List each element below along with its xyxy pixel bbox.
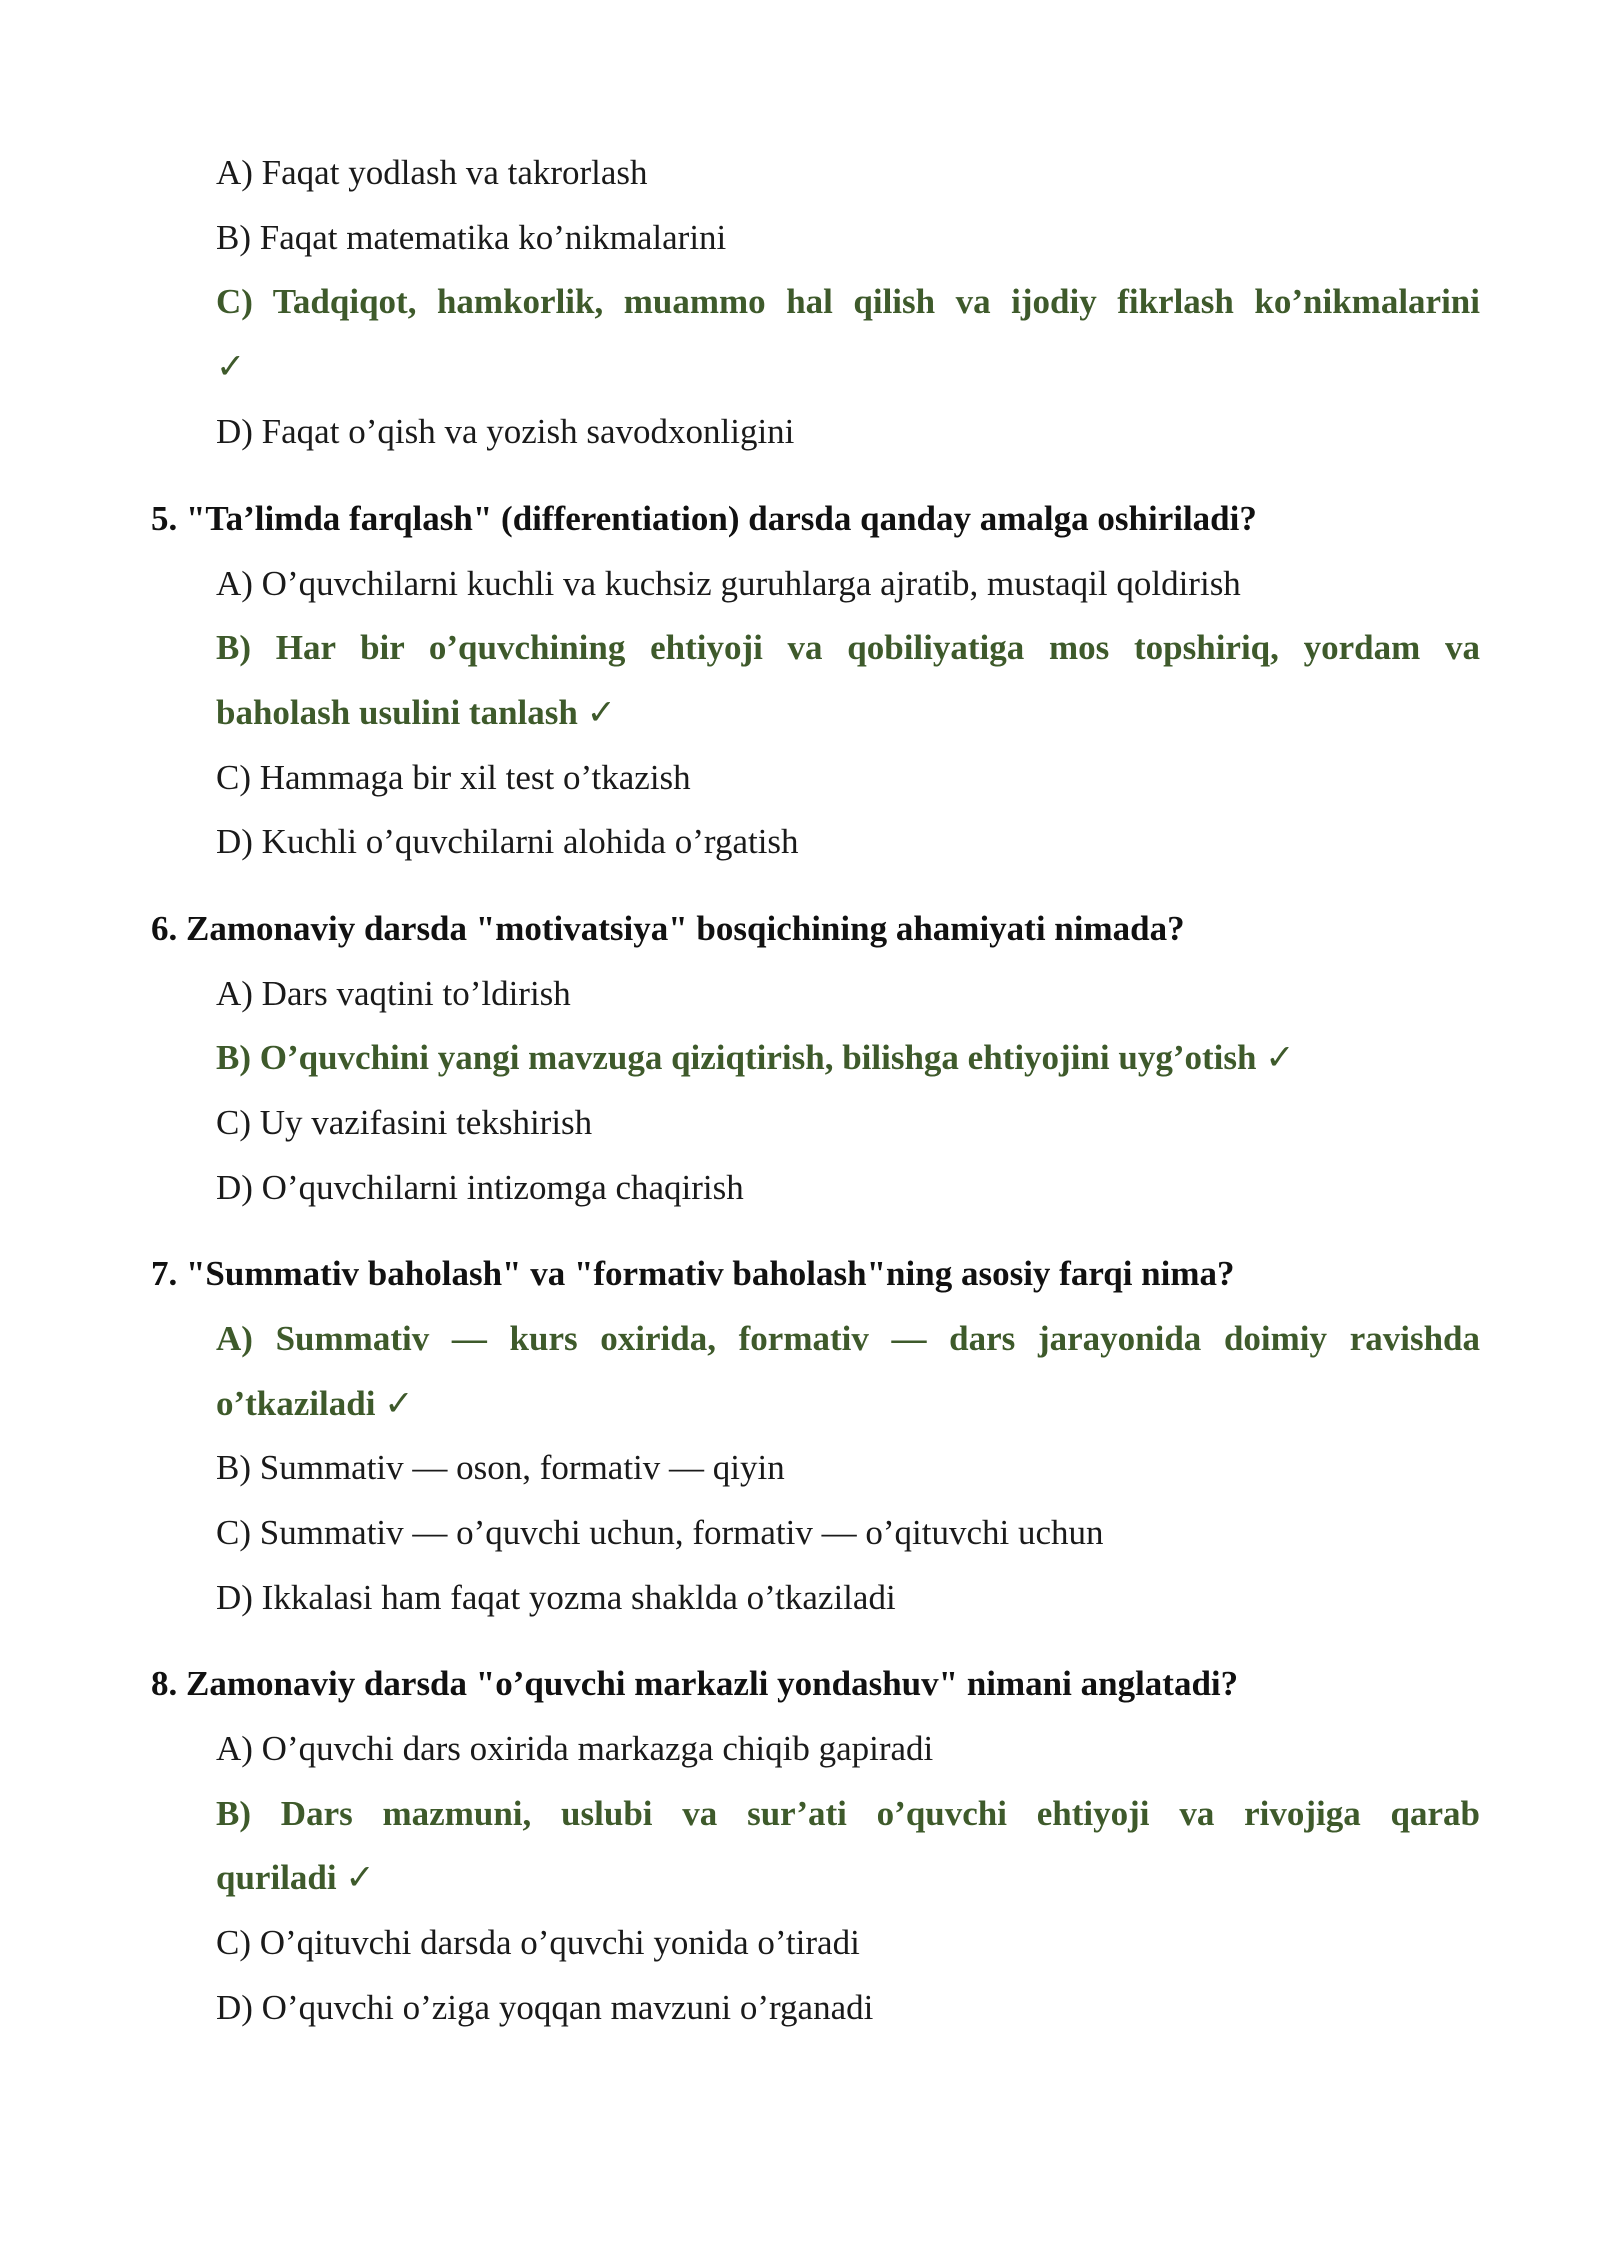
q7-option-a-text: o’tkaziladi [216,1384,376,1423]
q8-option-d: D) O’quvchi o’ziga yoqqan mavzuni o’rganadi [216,1988,874,2027]
q7-option-d: D) Ikkalasi ham faqat yozma shaklda o’tkaziladi [216,1578,896,1617]
q4-option-b: B) Faqat matematika ko’nikmalarini [216,218,727,257]
q5-option-a: A) O’quvchilarni kuchli va kuchsiz guruhlarga ajratib, mustaqil qoldirish [216,564,1241,603]
q4-option-a: A) Faqat yodlash va takrorlash [216,153,648,192]
q8-question: 8. Zamonaviy darsda "o’quvchi markazli yondashuv" nimani anglatadi? [151,1664,1239,1703]
q6-option-a: A) Dars vaqtini to’ldirish [216,974,571,1013]
q8-checkmark-icon: ✓ [345,1858,375,1897]
q5-question: 5. "Ta’limda farqlash" (differentiation) darsda qanday amalga oshiriladi? [151,499,1257,538]
q6-option-b-text: B) O’quvchini yangi mavzuga qiziqtirish, bilishga ehtiyojini uyg’otish [216,1038,1257,1077]
q7-option-c: C) Summativ — o’quvchi uchun, formativ — o’qituvchi uchun [216,1513,1104,1552]
q4-checkmark-icon: ✓ [216,347,246,386]
q5-option-b-correct-line2 [216,691,616,735]
q4-option-d: D) Faqat o’qish va yozish savodxonligini [216,412,795,451]
q7-option-a-correct-line1: A) Summativ — kurs oxirida, formativ — dars jarayonida doimiy ravishda [216,1319,1480,1358]
q5-option-c: C) Hammaga bir xil test o’tkazish [216,758,691,797]
q6-question: 6. Zamonaviy darsda "motivatsiya" bosqichining ahamiyati nimada? [151,909,1185,948]
q6-option-c: C) Uy vazifasini tekshirish [216,1103,593,1142]
q8-option-a: A) O’quvchi dars oxirida markazga chiqib gapiradi [216,1729,934,1768]
q6-option-b-correct [216,1036,1295,1080]
q7-option-b: B) Summativ — oson, formativ — qiyin [216,1448,785,1487]
q7-question: 7. "Summativ baholash" va "formativ baholash"ning asosiy farqi nima? [151,1254,1235,1293]
q5-checkmark-icon: ✓ [586,693,616,732]
q5-option-b-text: baholash usulini tanlash [216,693,578,732]
q8-option-b-text: quriladi [216,1858,337,1897]
q6-checkmark-icon: ✓ [1265,1038,1295,1077]
q7-checkmark-icon: ✓ [384,1384,414,1423]
q8-option-b-correct-line2 [216,1856,375,1900]
q4-option-c-correct [216,280,1480,324]
q5-option-b-correct-line1: B) Har bir o’quvchining ehtiyoji va qobiliyatiga mos topshiriq, yordam va [216,628,1480,667]
q4-option-c-text: C) Tadqiqot, hamkorlik, muammo hal qilish va ijodiy fikrlash ko’nikmalarini [216,282,1480,321]
q6-option-d: D) O’quvchilarni intizomga chaqirish [216,1168,744,1207]
q8-option-b-correct-line1: B) Dars mazmuni, uslubi va sur’ati o’quvchi ehtiyoji va rivojiga qarab [216,1794,1480,1833]
q5-option-d: D) Kuchli o’quvchilarni alohida o’rgatish [216,822,799,861]
q7-option-a-correct-line2 [216,1382,414,1426]
q8-option-c: C) O’qituvchi darsda o’quvchi yonida o’tiradi [216,1923,860,1962]
